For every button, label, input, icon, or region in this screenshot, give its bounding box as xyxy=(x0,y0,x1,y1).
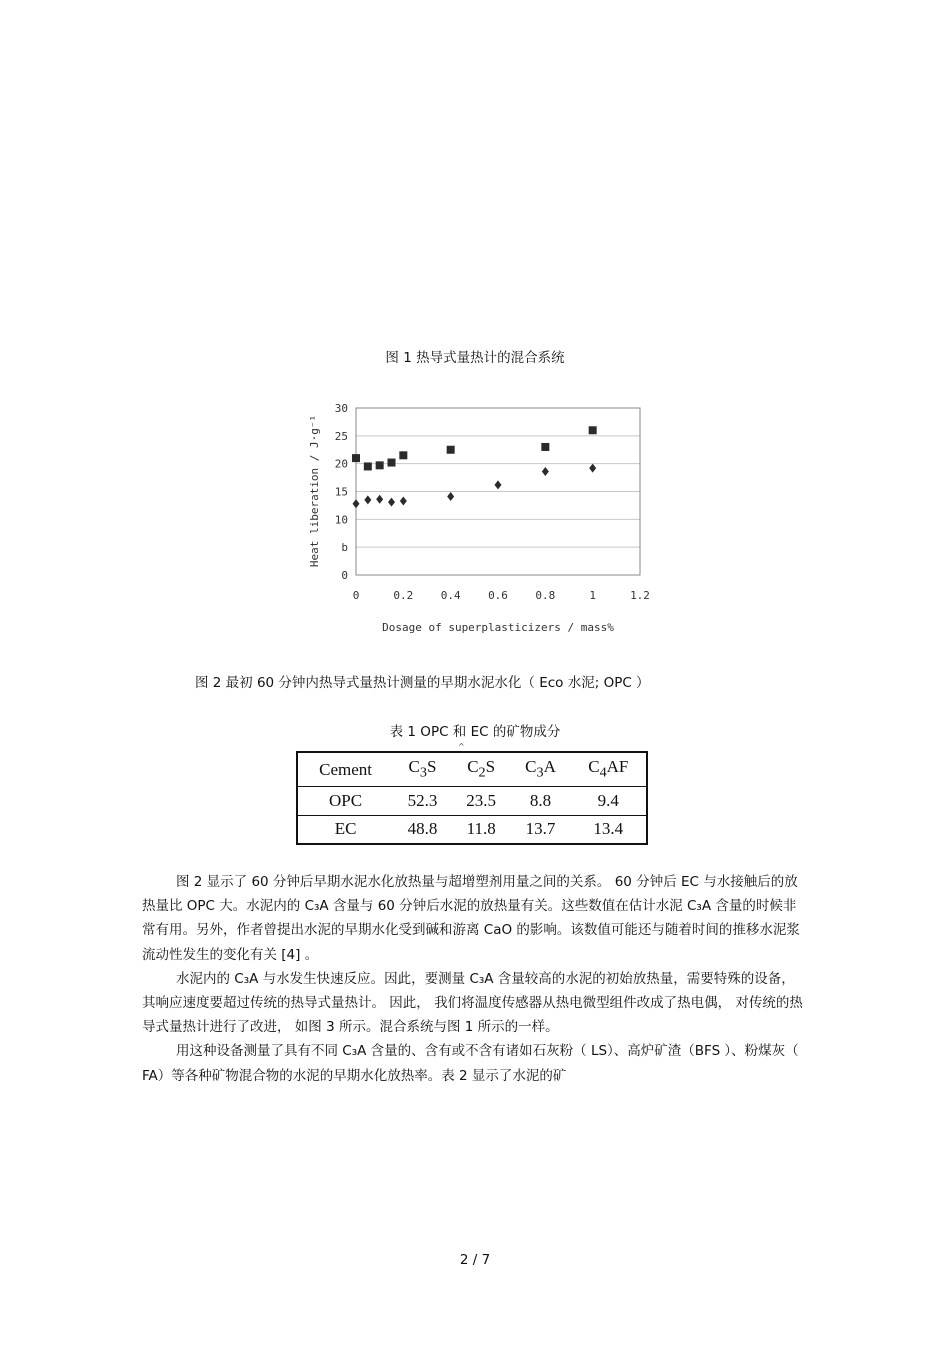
table-cell: 9.4 xyxy=(571,787,647,815)
y-tick-label: 25 xyxy=(334,429,348,443)
table-cell: EC xyxy=(334,819,357,839)
data-point-diamond xyxy=(495,480,502,489)
table-row xyxy=(297,815,647,844)
table-cell: OPC xyxy=(297,787,393,815)
table-mark: ^ xyxy=(458,742,465,751)
table-cell: 8.8 xyxy=(510,787,570,815)
x-tick-label: 1 xyxy=(589,589,596,602)
header-c4af: $C_4AF$ xyxy=(571,752,647,787)
mineral-composition-table-wrap xyxy=(296,751,652,849)
table-cell: 13.7 xyxy=(525,819,556,839)
table-1-caption: 表 1 OPC 和 EC 的矿物成分 xyxy=(389,724,561,740)
paragraph-1: 图 2 显示了 60 分钟后早期水泥水化放热量与超增塑剂用量之间的关系。 60 分钟后 EC 与水接触后的放热量比 OPC 大。水泥内的 C₃A 含量与 60 分钟后水泥的放热量有关。这些数值在估计水泥 C₃A 含量的时候非常有用。另外，作者曾提出水泥的早期水化受到碱和游离 CaO 的影响。该数值可能还与随着时间的推移水泥浆流动性发生的变化有关 [4] 。 xyxy=(142,874,800,963)
chart-gridlines xyxy=(356,408,640,575)
y-tick-label: 10 xyxy=(334,513,348,527)
data-points xyxy=(352,426,597,508)
figure-1-caption: 图 1 热导式量热计的混合系统 xyxy=(385,350,565,366)
paragraph-3: 用这种设备测量了具有不同 C₃A 含量的、含有或不含有诸如石灰粉（ LS）、高炉矿渣（BFS ）、粉煤灰（ FA）等各种矿物混合物的水泥的早期水化放热率。表 2 显示了水泥的矿 xyxy=(142,1043,799,1084)
x-tick-label: 0.6 xyxy=(488,589,508,602)
data-point-square xyxy=(352,454,360,462)
data-point-diamond xyxy=(353,499,360,508)
y-tick-label: 15 xyxy=(334,485,348,499)
x-tick-label: 0.4 xyxy=(440,589,461,602)
mineral-composition-table xyxy=(296,751,648,845)
table-cell: 23.5 xyxy=(452,787,511,815)
data-point-diamond xyxy=(364,495,371,504)
table-cell: 11.8 xyxy=(466,819,496,839)
figure-2-caption: 图 2 最初 60 分钟内热导式量热计测量的早期水泥水化（ Eco 水泥; OPC ） xyxy=(195,675,650,691)
data-point-diamond xyxy=(400,496,407,505)
table-cell: 52.3 xyxy=(393,787,452,815)
table-row xyxy=(297,787,647,815)
data-point-square xyxy=(376,461,384,469)
y-tick-label: b xyxy=(341,541,348,555)
data-point-diamond xyxy=(542,467,549,476)
data-point-square xyxy=(388,459,396,467)
data-point-diamond xyxy=(388,498,395,507)
data-point-square xyxy=(589,426,597,434)
data-point-square xyxy=(364,462,372,470)
table-header-row xyxy=(297,752,647,787)
table-cell: 48.8 xyxy=(407,819,438,839)
heat-liberation-chart xyxy=(300,398,660,643)
header-cement: Cement xyxy=(297,752,393,787)
table-cell: 13.4 xyxy=(593,819,624,839)
x-axis-label: Dosage of superplasticizers / mass% xyxy=(382,621,614,634)
y-tick-label: 20 xyxy=(334,457,348,471)
header-c3s: $C_3S$ xyxy=(393,752,452,787)
x-tick-label: 0.2 xyxy=(393,589,414,602)
header-c3a: $C_3A$ xyxy=(510,752,570,787)
x-tick-labels xyxy=(353,589,650,602)
header-c2s: $C_2S$ xyxy=(452,752,511,787)
y-tick-labels xyxy=(335,402,348,582)
x-tick-label: 1.2 xyxy=(630,589,650,602)
data-point-square xyxy=(541,443,549,451)
x-tick-label: 0 xyxy=(352,589,360,602)
data-point-square xyxy=(447,446,455,454)
data-point-diamond xyxy=(447,492,454,501)
y-tick-label: 30 xyxy=(334,402,348,415)
page-number: 2 / 7 xyxy=(459,1252,491,1268)
data-point-diamond xyxy=(376,495,383,504)
x-tick-label: 0.8 xyxy=(535,589,556,602)
y-tick-label: 0 xyxy=(341,569,348,582)
body-text xyxy=(142,870,807,1088)
y-axis-label: Heat liberation / J·g⁻¹ xyxy=(308,414,321,568)
paragraph-2: 水泥内的 C₃A 与水发生快速反应。因此，要测量 C₃A 含量较高的水泥的初始放热量，需要特殊的设备， 其响应速度要超过传统的热导式量热计。 因此， 我们将温度传感器从热电微型组件改成了热电偶， 对传统的热导式量热计进行了改进， 如图 3 所示。混合系统与图 1 所示的一样。 xyxy=(142,970,803,1036)
data-point-square xyxy=(399,451,407,459)
data-point-diamond xyxy=(589,464,596,473)
